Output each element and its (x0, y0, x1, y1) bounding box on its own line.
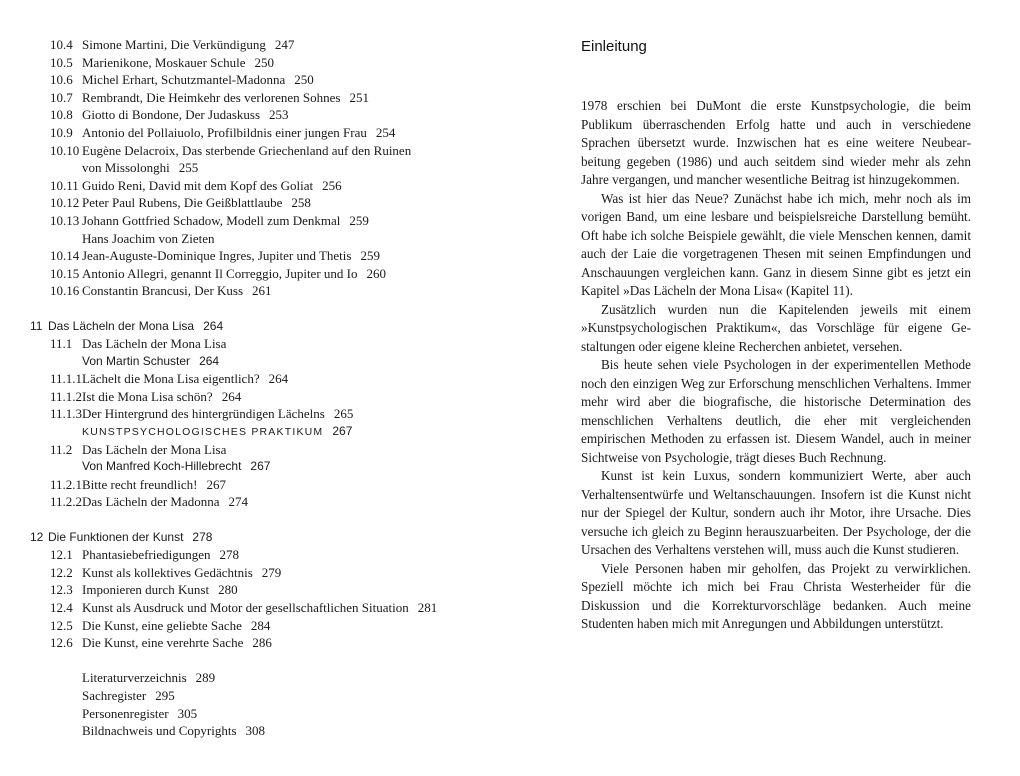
toc-spacer (0, 652, 500, 670)
toc-entry (0, 194, 500, 212)
toc-title (82, 124, 395, 142)
toc-title-text: Antonio del Pollaiuolo, Profilbildnis einer jungen Frau (82, 124, 367, 140)
toc-page-number: 278 (219, 547, 240, 563)
toc-title (82, 687, 175, 705)
toc-page-number: 267 (332, 424, 353, 439)
toc-entry (0, 423, 500, 441)
toc-entry (0, 493, 500, 511)
table-of-contents (0, 36, 500, 740)
toc-title (82, 106, 289, 124)
toc-number: 11.2 (50, 441, 73, 457)
toc-title-text: Kunst als Ausdruck und Motor der gesellschaftlichen Situation (82, 600, 409, 615)
toc-page-number: 284 (250, 617, 271, 633)
toc-title (48, 318, 223, 336)
toc-entry (0, 124, 500, 142)
toc-page-number: 259 (360, 248, 380, 264)
intro-paragraph: Kunst ist kein Luxus, sondern kommuniziert Werte, aber auch Verhaltensentwürfe und Weltanschauungen. Insofern ist die Kunst nicht nur der Spiegel der Kultur, sondern auch ihr Motor, ihre Ursache. Dies versuche ich gleich zu Beginn herauszuarbeiten. Der Psychologe, der die Ursachen des Verhaltens verstehen will, muss auch die Kunst studieren. (581, 468, 971, 557)
toc-page-number: 264 (221, 388, 242, 404)
toc-title (82, 458, 270, 476)
toc-page-number: 286 (252, 635, 272, 651)
toc-spacer (0, 511, 500, 529)
toc-entry (0, 370, 500, 388)
toc-page-number: 281 (417, 600, 438, 615)
toc-entry (0, 687, 500, 705)
toc-title-text: Michel Erhart, Schutzmantel-Madonna (82, 72, 286, 88)
toc-title-text: Von Manfred Koch-Hillebrecht (82, 459, 242, 474)
toc-title (82, 335, 235, 353)
toc-title (82, 194, 311, 212)
toc-title-text: Personenregister (82, 705, 169, 721)
toc-page-number: 265 (333, 406, 354, 422)
toc-title-text: Das Lächeln der Madonna (82, 494, 220, 510)
toc-page-number: 254 (375, 124, 396, 140)
toc-entry (0, 177, 500, 195)
toc-title-text: Ist die Mona Lisa schön? (82, 388, 213, 404)
toc-entry (0, 89, 500, 107)
toc-page-number: 256 (322, 177, 342, 193)
toc-title-text: Imponieren durch Kunst (82, 582, 210, 598)
intro-paragraph: Viele Personen haben mir geholfen, das Projekt zu verwirklichen. Speziell möchte ich mich bei Frau Christa Westerheider für die Diskussion und die Korrekturvorschläge bedanken. Auch meine Studenten haben mich mit Anregungen und Abbildungen unterstützt. (581, 560, 971, 631)
toc-title-text: Constantin Brancusi, Der Kuss (82, 283, 244, 299)
toc-title-text: Giotto di Bondone, Der Judaskuss (82, 107, 261, 123)
toc-number: 11.2.1 (50, 476, 83, 492)
toc-title (82, 599, 437, 617)
toc-page-number: 253 (269, 107, 289, 123)
toc-number: 11.2.2 (50, 494, 83, 510)
toc-title-text: von Missolonghi (82, 160, 170, 176)
toc-page-number: 289 (195, 670, 216, 686)
toc-title-text: Simone Martini, Die Verkündigung (82, 37, 266, 52)
toc-title-text: Kunst als kollektives Gedächtnis (82, 564, 253, 580)
toc-title-text: Phantasiebefriedigungen (82, 547, 211, 563)
toc-entry (0, 458, 500, 476)
toc-title (82, 581, 238, 599)
toc-title-text: Marienikone, Moskauer Schule (82, 54, 246, 70)
toc-title (82, 388, 241, 406)
toc-number: 10.16 (50, 283, 80, 299)
toc-entry (0, 669, 500, 687)
toc-page-number: 280 (218, 582, 238, 598)
toc-title (82, 177, 342, 195)
toc-page-number: 274 (228, 494, 249, 510)
toc-number: 10.5 (50, 54, 73, 70)
toc-title (82, 230, 224, 248)
intro-paragraph: Zusätzlich wurden nun die Kapitelenden jeweils mit einem »Kunstpsychologischen Praktikum«, das Vorschläge für eigene Gestaltungen oder eigene kleine Recherchen anbietet, versehen. (581, 301, 971, 354)
toc-title-text: KUNSTPSYCHOLOGISCHES PRAKTIKUM (82, 426, 324, 439)
toc-page-number: 261 (252, 283, 272, 299)
toc-chapter (0, 529, 500, 547)
intro-paragraph: Was ist hier das Neue? Zunächst habe ich mich, mehr noch als im vorigen Band, um eine lesbare und beispielsreiche Darstellung bemüht. Oft habe ich solche Beispiele gewählt, die viele Menschen kennen, damit auch der Laie die vorgetragenen Thesen mit seinen Empfindungen und Anschauungen vergleichen kann. Ganz in diesem Sinne gibt es jetzt ein Kapitel »Das Lächeln der Mona Lisa« (Kapitel 11). (581, 190, 971, 298)
page-title: Einleitung (581, 38, 647, 55)
toc-number: 10.9 (50, 124, 73, 140)
toc-title (82, 546, 239, 564)
toc-entry (0, 564, 500, 582)
toc-entry (0, 722, 500, 740)
toc-entry (0, 282, 500, 300)
toc-title (82, 265, 386, 283)
intro-paragraph: Bis heute sehen viele Psychologen in der experimentellen Methode noch den einzigen Weg zur Erforschung menschlichen Verhaltens. Immer mehr wird aber die biografische, die historische Determination des menschlichen Verhaltens deutlich, die eher mit vergleichenden empirischen Methoden zu erfassen ist. Diesem Wandel, auch in meiner Sichtweise von Psychologie, trägt dieses Buch Rechnung. (581, 357, 971, 465)
toc-number: 10.4 (50, 37, 73, 52)
toc-title (48, 529, 212, 547)
toc-entry (0, 634, 500, 652)
toc-number: 12.3 (50, 582, 73, 598)
toc-entry (0, 247, 500, 265)
toc-page-number: 264 (199, 353, 220, 368)
toc-number: 12 (30, 529, 44, 544)
toc-title (82, 441, 235, 459)
toc-entry (0, 617, 500, 635)
toc-page-number: 255 (178, 160, 199, 176)
toc-page-number: 264 (268, 371, 289, 387)
toc-title-text: Peter Paul Rubens, Die Geißblattlaube (82, 195, 283, 211)
toc-title (82, 212, 369, 230)
intro-paragraph: 1978 erschien bei DuMont die erste Kunstpsychologie, die beim Publikum überraschenden Erfolg hatte und auch in verschiedene Sprachen übersetzt wurde. Inzwischen hat es eine weitere Neubearbeitung gegeben (1986) und auch seitdem sind wieder mehr als zehn Jahre vergangen, und mancher wesentliche Beitrag ist hinzugekommen. (581, 98, 971, 187)
toc-number: 11.1.3 (50, 406, 83, 422)
toc-title-text: Die Kunst, eine verehrte Sache (82, 635, 244, 651)
toc-title-text: Das Lächeln der Mona Lisa (82, 441, 227, 457)
toc-number: 12.5 (50, 617, 73, 633)
toc-entry (0, 212, 500, 230)
toc-entry (0, 405, 500, 423)
toc-entry (0, 142, 500, 160)
toc-title-text: Die Kunst, eine geliebte Sache (82, 617, 242, 633)
toc-page-number: 258 (291, 195, 311, 211)
toc-title (82, 71, 314, 89)
toc-title (82, 705, 197, 723)
toc-entry (0, 388, 500, 406)
toc-title (82, 353, 219, 371)
toc-number: 11 (30, 318, 43, 333)
toc-number: 10.11 (50, 177, 79, 193)
toc-page-number: 250 (254, 54, 275, 70)
toc-number: 10.13 (50, 212, 80, 228)
toc-number: 11.1 (50, 336, 73, 352)
toc-title (82, 405, 353, 423)
toc-entry (0, 106, 500, 124)
toc-entry (0, 353, 500, 371)
toc-number: 12.1 (50, 547, 73, 563)
toc-title-text: Rembrandt, Die Heimkehr des verlorenen Sohnes (82, 89, 341, 105)
toc-title-text: Johann Gottfried Schadow, Modell zum Denkmal (82, 212, 341, 228)
toc-entry (0, 36, 500, 54)
toc-title (82, 493, 248, 511)
toc-title-text: Hans Joachim von Zieten (82, 230, 215, 246)
toc-title-text: Guido Reni, David mit dem Kopf des Goliat (82, 177, 314, 193)
toc-title (82, 476, 226, 494)
toc-entry (0, 54, 500, 72)
toc-title (82, 89, 369, 107)
toc-title-text: Lächelt die Mona Lisa eigentlich? (82, 371, 260, 387)
toc-entry (0, 159, 500, 177)
intro-body (581, 97, 971, 634)
toc-title (82, 36, 294, 54)
toc-page-number: 279 (261, 564, 282, 580)
toc-number: 12.4 (50, 600, 73, 615)
toc-title (82, 370, 288, 388)
toc-page-number: 251 (349, 89, 369, 105)
toc-entry (0, 265, 500, 283)
toc-title-text: Das Lächeln der Mona Lisa (82, 336, 227, 352)
toc-title (82, 54, 274, 72)
toc-entry (0, 71, 500, 89)
toc-number: 11.1.2 (50, 388, 83, 404)
toc-number: 10.12 (50, 195, 80, 211)
toc-number: 10.6 (50, 72, 73, 88)
toc-page-number: 278 (192, 529, 213, 544)
toc-page-number: 259 (349, 212, 369, 228)
toc-number: 11.1.1 (50, 371, 83, 387)
toc-title-text: Das Lächeln der Mona Lisa (48, 318, 195, 333)
toc-entry (0, 581, 500, 599)
toc-number: 10.15 (50, 265, 80, 281)
toc-page-number: 260 (366, 265, 386, 281)
toc-title (82, 247, 380, 265)
toc-title-text: Bitte recht freundlich! (82, 476, 198, 492)
toc-page-number: 308 (245, 723, 266, 739)
toc-spacer (0, 300, 500, 318)
toc-entry (0, 441, 500, 459)
toc-number: 10.14 (50, 248, 80, 264)
toc-entry (0, 230, 500, 248)
toc-number: 10.10 (50, 142, 80, 158)
toc-title-text: Bildnachweis und Copyrights (82, 723, 237, 739)
toc-title (82, 142, 420, 160)
toc-number: 12.2 (50, 564, 73, 580)
toc-entry (0, 546, 500, 564)
toc-entry (0, 476, 500, 494)
toc-chapter (0, 318, 500, 336)
toc-title-text: Eugène Delacroix, Das sterbende Griechenland auf den Ruinen (82, 142, 412, 158)
toc-page-number: 250 (294, 72, 314, 88)
toc-page-number: 267 (250, 459, 271, 474)
toc-number: 10.8 (50, 107, 73, 123)
toc-number: 10.7 (50, 89, 73, 105)
toc-title (82, 669, 215, 687)
toc-page-number: 267 (206, 476, 227, 492)
toc-title-text: Antonio Allegri, genannt Il Correggio, Jupiter und Io (82, 265, 358, 281)
toc-title (82, 423, 352, 442)
toc-title (82, 159, 198, 177)
toc-page-number: 264 (203, 318, 224, 333)
toc-title (82, 617, 270, 635)
toc-entry (0, 705, 500, 723)
toc-title (82, 282, 272, 300)
toc-number: 12.6 (50, 635, 73, 651)
toc-entry (0, 335, 500, 353)
toc-title (82, 634, 272, 652)
toc-title-text: Die Funktionen der Kunst (48, 529, 184, 544)
toc-title (82, 564, 281, 582)
toc-title-text: Von Martin Schuster (82, 353, 191, 368)
toc-title-text: Jean-Auguste-Dominique Ingres, Jupiter und Thetis (82, 248, 352, 264)
toc-title-text: Literaturverzeichnis (82, 670, 187, 686)
toc-entry (0, 599, 500, 617)
toc-page-number: 247 (274, 37, 295, 52)
toc-title-text: Der Hintergrund des hintergründigen Lächelns (82, 406, 325, 422)
toc-title-text: Sachregister (82, 687, 147, 703)
toc-title (82, 722, 265, 740)
toc-page-number: 305 (177, 705, 198, 721)
toc-page-number: 295 (155, 687, 175, 703)
